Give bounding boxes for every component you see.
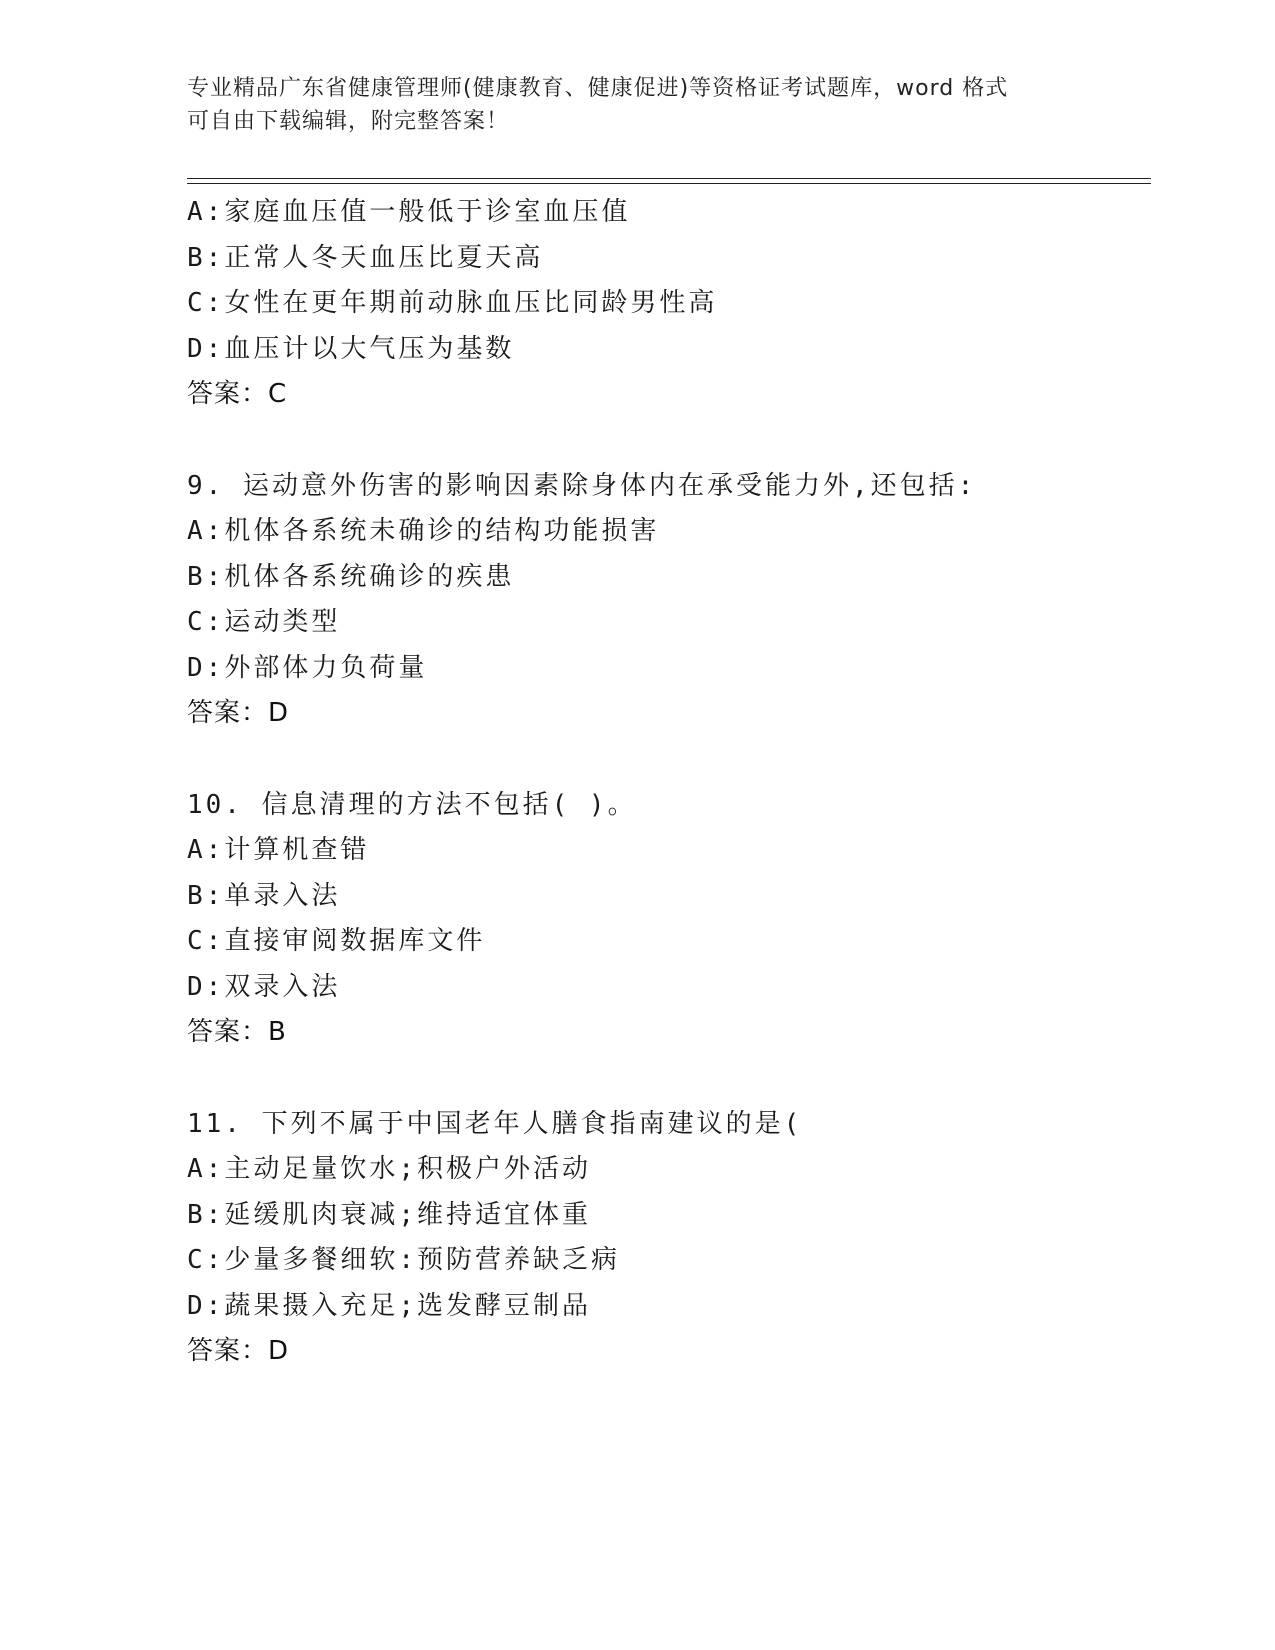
option-key: B: xyxy=(187,1199,225,1230)
option-text: 直接审阅数据库文件 xyxy=(224,926,486,956)
spacer xyxy=(187,418,1147,464)
question-block xyxy=(187,464,1147,737)
option-d xyxy=(187,1284,1147,1330)
option-c xyxy=(187,1238,1147,1284)
option-b xyxy=(187,1193,1147,1239)
header-divider-bottom xyxy=(187,183,1151,184)
option-key: D: xyxy=(187,971,225,1002)
option-key: B: xyxy=(187,880,225,911)
option-key: A: xyxy=(187,835,225,865)
question-block xyxy=(187,783,1147,1056)
spacer xyxy=(187,1056,1147,1102)
option-key: B: xyxy=(187,561,225,592)
option-a xyxy=(187,190,1147,236)
option-key: C: xyxy=(187,288,225,318)
header-line-2: 可自由下载编辑，附完整答案！ xyxy=(187,109,510,134)
answer-line: 答案：D xyxy=(187,698,290,728)
option-key: B: xyxy=(187,242,225,273)
option-b xyxy=(187,236,1147,282)
option-text: 机体各系统确诊的疾患 xyxy=(224,561,515,592)
spacer xyxy=(187,737,1147,783)
question-stem: 10. 信息清理的方法不包括( )。 xyxy=(187,789,637,820)
option-text: 运动类型 xyxy=(224,607,341,637)
option-text: 血压计以大气压为基数 xyxy=(224,333,515,364)
answer-line: 答案：B xyxy=(187,1017,287,1047)
option-text: 少量多餐细软:预防营养缺乏病 xyxy=(224,1245,620,1275)
option-key: C: xyxy=(187,926,225,956)
option-key: C: xyxy=(187,1245,225,1275)
option-text: 单录入法 xyxy=(224,880,341,911)
option-text: 双录入法 xyxy=(224,971,341,1002)
option-key: A: xyxy=(187,516,225,546)
option-text: 家庭血压值一般低于诊室血压值 xyxy=(224,197,631,227)
option-text: 机体各系统未确诊的结构功能损害 xyxy=(224,516,660,546)
question-stem: 9. 运动意外伤害的影响因素除身体内在承受能力外,还包括: xyxy=(187,470,977,501)
option-text: 正常人冬天血压比夏天高 xyxy=(224,242,544,273)
option-text: 主动足量饮水;积极户外活动 xyxy=(224,1154,591,1184)
option-b xyxy=(187,874,1147,920)
option-text: 女性在更年期前动脉血压比同龄男性高 xyxy=(224,288,718,318)
answer-line: 答案：C xyxy=(187,379,288,409)
option-c xyxy=(187,281,1147,327)
option-key: A: xyxy=(187,1154,225,1184)
answer-line: 答案：D xyxy=(187,1336,290,1366)
option-text: 延缓肌肉衰减;维持适宜体重 xyxy=(224,1199,591,1230)
option-d xyxy=(187,646,1147,692)
option-text: 外部体力负荷量 xyxy=(224,652,428,683)
option-key: C: xyxy=(187,607,225,637)
option-key: D: xyxy=(187,652,225,683)
question-stem: 11. 下列不属于中国老年人膳食指南建议的是( xyxy=(187,1108,803,1139)
option-key: D: xyxy=(187,1290,225,1321)
option-text: 蔬果摄入充足;选发酵豆制品 xyxy=(224,1290,591,1321)
header-line-1: 专业精品广东省健康管理师(健康教育、健康促进)等资格证考试题库，word 格式 xyxy=(187,76,1009,101)
question-block xyxy=(187,190,1147,418)
option-text: 计算机查错 xyxy=(224,835,370,865)
option-key: D: xyxy=(187,333,225,364)
option-d xyxy=(187,327,1147,373)
option-c xyxy=(187,600,1147,646)
option-c xyxy=(187,919,1147,965)
header-divider-top xyxy=(187,178,1151,179)
option-key: A: xyxy=(187,197,225,227)
option-d xyxy=(187,965,1147,1011)
option-a xyxy=(187,509,1147,555)
document-header xyxy=(187,72,1087,138)
question-list xyxy=(187,190,1147,1375)
question-block xyxy=(187,1102,1147,1375)
option-a xyxy=(187,828,1147,874)
option-b xyxy=(187,555,1147,601)
option-a xyxy=(187,1147,1147,1193)
